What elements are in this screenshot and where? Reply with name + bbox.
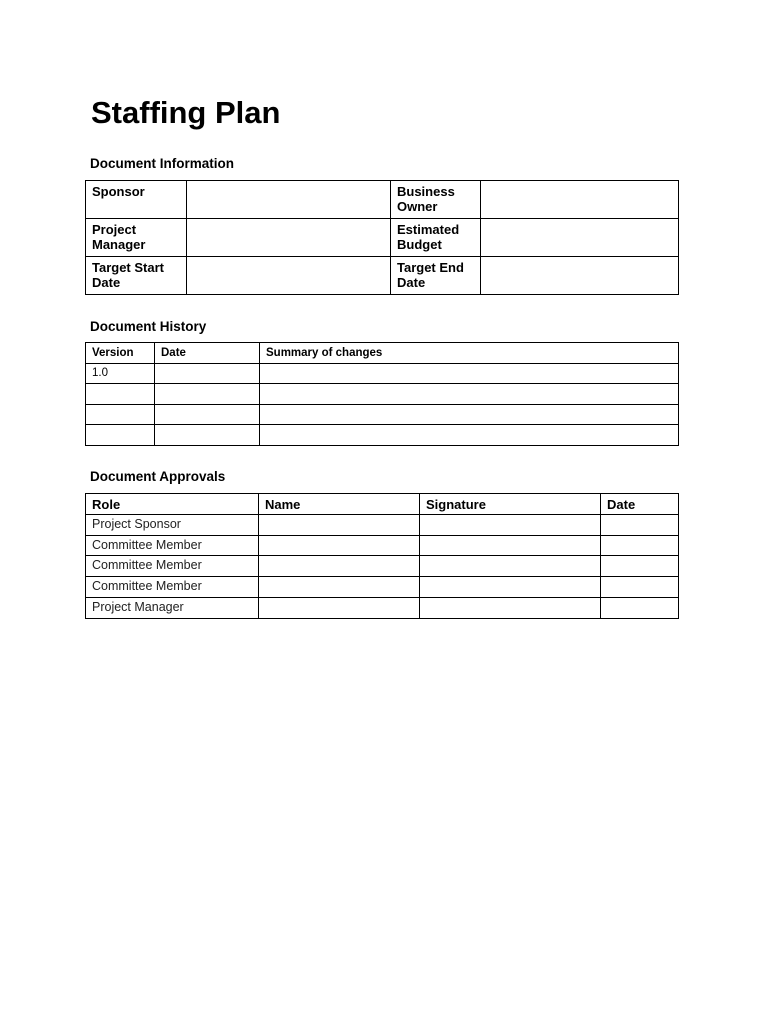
document-information-table — [85, 180, 679, 295]
column-header-signature: Signature — [420, 494, 601, 515]
column-header-summary: Summary of changes — [260, 343, 679, 364]
signature-cell[interactable] — [420, 535, 601, 556]
date-cell[interactable] — [155, 363, 260, 384]
table-row — [86, 404, 679, 425]
table-row — [86, 556, 679, 577]
version-cell[interactable] — [86, 425, 155, 446]
document-information-heading: Document Information — [90, 156, 234, 171]
column-header-role: Role — [86, 494, 259, 515]
name-cell[interactable] — [259, 577, 420, 598]
date-cell[interactable] — [601, 577, 679, 598]
role-cell: Project Manager — [86, 597, 259, 618]
date-cell[interactable] — [601, 556, 679, 577]
info-label: Target Start Date — [86, 257, 187, 295]
role-cell: Committee Member — [86, 535, 259, 556]
table-row — [86, 425, 679, 446]
page-title: Staffing Plan — [91, 95, 281, 130]
table-row — [86, 257, 679, 295]
info-label: Target End Date — [391, 257, 481, 295]
column-header-date: Date — [601, 494, 679, 515]
info-label: Business Owner — [391, 181, 481, 219]
column-header-version: Version — [86, 343, 155, 364]
info-value-field[interactable] — [187, 257, 391, 295]
column-header-name: Name — [259, 494, 420, 515]
signature-cell[interactable] — [420, 514, 601, 535]
info-label: Estimated Budget — [391, 219, 481, 257]
table-row — [86, 514, 679, 535]
info-value-field[interactable] — [481, 219, 679, 257]
signature-cell[interactable] — [420, 556, 601, 577]
name-cell[interactable] — [259, 514, 420, 535]
table-header-row — [86, 343, 679, 364]
name-cell[interactable] — [259, 535, 420, 556]
table-row — [86, 181, 679, 219]
role-cell: Committee Member — [86, 577, 259, 598]
document-history-heading: Document History — [90, 319, 207, 334]
summary-cell[interactable] — [260, 404, 679, 425]
document-history-table — [85, 342, 679, 446]
table-row — [86, 384, 679, 405]
info-value-field[interactable] — [481, 257, 679, 295]
info-label: Project Manager — [86, 219, 187, 257]
date-cell[interactable] — [601, 535, 679, 556]
version-cell[interactable] — [86, 384, 155, 405]
info-value-field[interactable] — [187, 219, 391, 257]
info-label: Sponsor — [86, 181, 187, 219]
signature-cell[interactable] — [420, 597, 601, 618]
date-cell[interactable] — [155, 384, 260, 405]
summary-cell[interactable] — [260, 363, 679, 384]
version-cell[interactable]: 1.0 — [86, 363, 155, 384]
date-cell[interactable] — [155, 425, 260, 446]
role-cell: Committee Member — [86, 556, 259, 577]
document-approvals-heading: Document Approvals — [90, 469, 226, 484]
column-header-date: Date — [155, 343, 260, 364]
table-header-row — [86, 494, 679, 515]
table-row — [86, 363, 679, 384]
summary-cell[interactable] — [260, 384, 679, 405]
version-cell[interactable] — [86, 404, 155, 425]
document-approvals-table — [85, 493, 679, 619]
info-value-field[interactable] — [187, 181, 391, 219]
name-cell[interactable] — [259, 597, 420, 618]
info-value-field[interactable] — [481, 181, 679, 219]
table-row — [86, 577, 679, 598]
signature-cell[interactable] — [420, 577, 601, 598]
role-cell: Project Sponsor — [86, 514, 259, 535]
date-cell[interactable] — [601, 597, 679, 618]
table-row — [86, 597, 679, 618]
summary-cell[interactable] — [260, 425, 679, 446]
table-row — [86, 535, 679, 556]
date-cell[interactable] — [155, 404, 260, 425]
table-row — [86, 219, 679, 257]
name-cell[interactable] — [259, 556, 420, 577]
date-cell[interactable] — [601, 514, 679, 535]
